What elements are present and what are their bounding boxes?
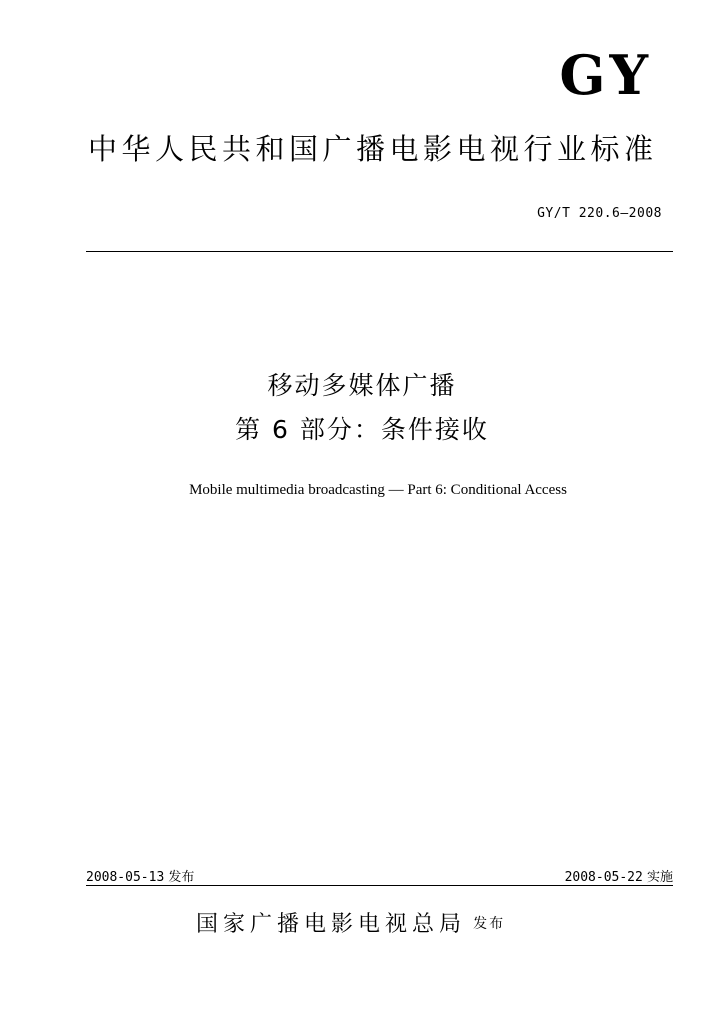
issue-date-block: [86, 866, 194, 885]
standard-category-title: 中华人民共和国广播电影电视行业标准: [88, 132, 658, 166]
implement-date: 2008-05-22: [564, 870, 643, 885]
document-title-en: Mobile multimedia broadcasting — Part 6: Conditional Access: [189, 482, 567, 498]
document-title-cn-line1: 移动多媒体广播: [267, 371, 457, 400]
document-title-cn-line2: 第 6 部分：条件接收: [235, 415, 489, 444]
publisher-action: 发布: [473, 916, 506, 932]
top-divider: [86, 251, 673, 252]
issue-date: 2008-05-13: [86, 870, 165, 885]
gy-logo: GY: [559, 43, 652, 107]
issue-label: 发布: [168, 870, 195, 885]
bottom-divider: [86, 885, 673, 886]
publisher-name: 国家广播电影电视总局: [196, 912, 467, 937]
implement-date-block: [565, 866, 673, 885]
standard-number: GY/T 220.6—2008: [537, 206, 662, 221]
implement-label: 实施: [646, 870, 673, 885]
publisher-line: [196, 907, 505, 938]
